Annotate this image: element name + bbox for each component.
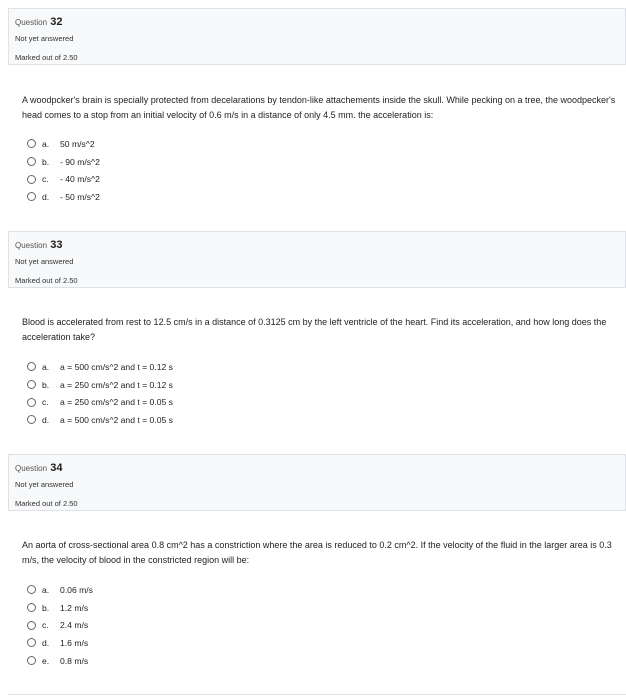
radio-button[interactable] <box>27 175 36 184</box>
answer-option-b[interactable]: b. a = 250 cm/s^2 and t = 0.12 s <box>27 376 173 394</box>
radio-button[interactable] <box>27 192 36 201</box>
radio-button[interactable] <box>27 362 36 371</box>
question-32-answers <box>27 135 100 206</box>
answer-option-d[interactable]: d. a = 500 cm/s^2 and t = 0.05 s <box>27 411 173 429</box>
answer-option-a[interactable]: a. 50 m/s^2 <box>27 135 100 153</box>
answer-option-e[interactable]: e. 0.8 m/s <box>27 652 93 670</box>
question-grade: Marked out of 2.50 <box>15 276 78 285</box>
question-34-answers <box>27 581 93 669</box>
next-question-divider <box>8 694 626 695</box>
radio-button[interactable] <box>27 139 36 148</box>
question-number: Question 33 <box>15 239 63 251</box>
question-number: Question 32 <box>15 16 63 28</box>
question-34-info <box>8 454 626 511</box>
answer-option-b[interactable]: b. - 90 m/s^2 <box>27 153 100 171</box>
question-state: Not yet answered <box>15 480 74 489</box>
question-34-text: An aorta of cross-sectional area 0.8 cm^2 has a constriction where the area is reduced to 0.2 cm^2. If the velocity of the fluid in the larger area is 0.3 m/s, the velocity of blood in the constricted region will be: <box>22 540 612 565</box>
radio-button[interactable] <box>27 603 36 612</box>
question-32-text: A woodpcker's brain is specially protected from decelarations by tendon-like attachements inside the skull. While pecking on a tree, the woodpecker's head comes to a stop from an initial velocity of 0.6 m/s in a distance of only 4.5 mm. the acceleration is: <box>22 95 616 120</box>
answer-option-c[interactable]: c. a = 250 cm/s^2 and t = 0.05 s <box>27 393 173 411</box>
answer-option-d[interactable]: d. 1.6 m/s <box>27 634 93 652</box>
radio-button[interactable] <box>27 621 36 630</box>
radio-button[interactable] <box>27 638 36 647</box>
radio-button[interactable] <box>27 398 36 407</box>
question-grade: Marked out of 2.50 <box>15 499 78 508</box>
answer-option-b[interactable]: b. 1.2 m/s <box>27 599 93 617</box>
question-state: Not yet answered <box>15 34 74 43</box>
radio-button[interactable] <box>27 380 36 389</box>
question-number: Question 34 <box>15 462 63 474</box>
answer-option-a[interactable]: a. 0.06 m/s <box>27 581 93 599</box>
radio-button[interactable] <box>27 656 36 665</box>
question-33-text: Blood is accelerated from rest to 12.5 cm/s in a distance of 0.3125 cm by the left ventricle of the heart. Find its acceleration, and how long does the acceleration take? <box>22 317 607 342</box>
radio-button[interactable] <box>27 585 36 594</box>
question-32-info <box>8 8 626 65</box>
answer-option-a[interactable]: a. a = 500 cm/s^2 and t = 0.12 s <box>27 358 173 376</box>
question-33-answers <box>27 358 173 429</box>
question-33-info <box>8 231 626 288</box>
question-grade: Marked out of 2.50 <box>15 53 78 62</box>
question-state: Not yet answered <box>15 257 74 266</box>
answer-option-d[interactable]: d. - 50 m/s^2 <box>27 188 100 206</box>
answer-option-c[interactable]: c. - 40 m/s^2 <box>27 170 100 188</box>
answer-option-c[interactable]: c. 2.4 m/s <box>27 616 93 634</box>
radio-button[interactable] <box>27 415 36 424</box>
radio-button[interactable] <box>27 157 36 166</box>
